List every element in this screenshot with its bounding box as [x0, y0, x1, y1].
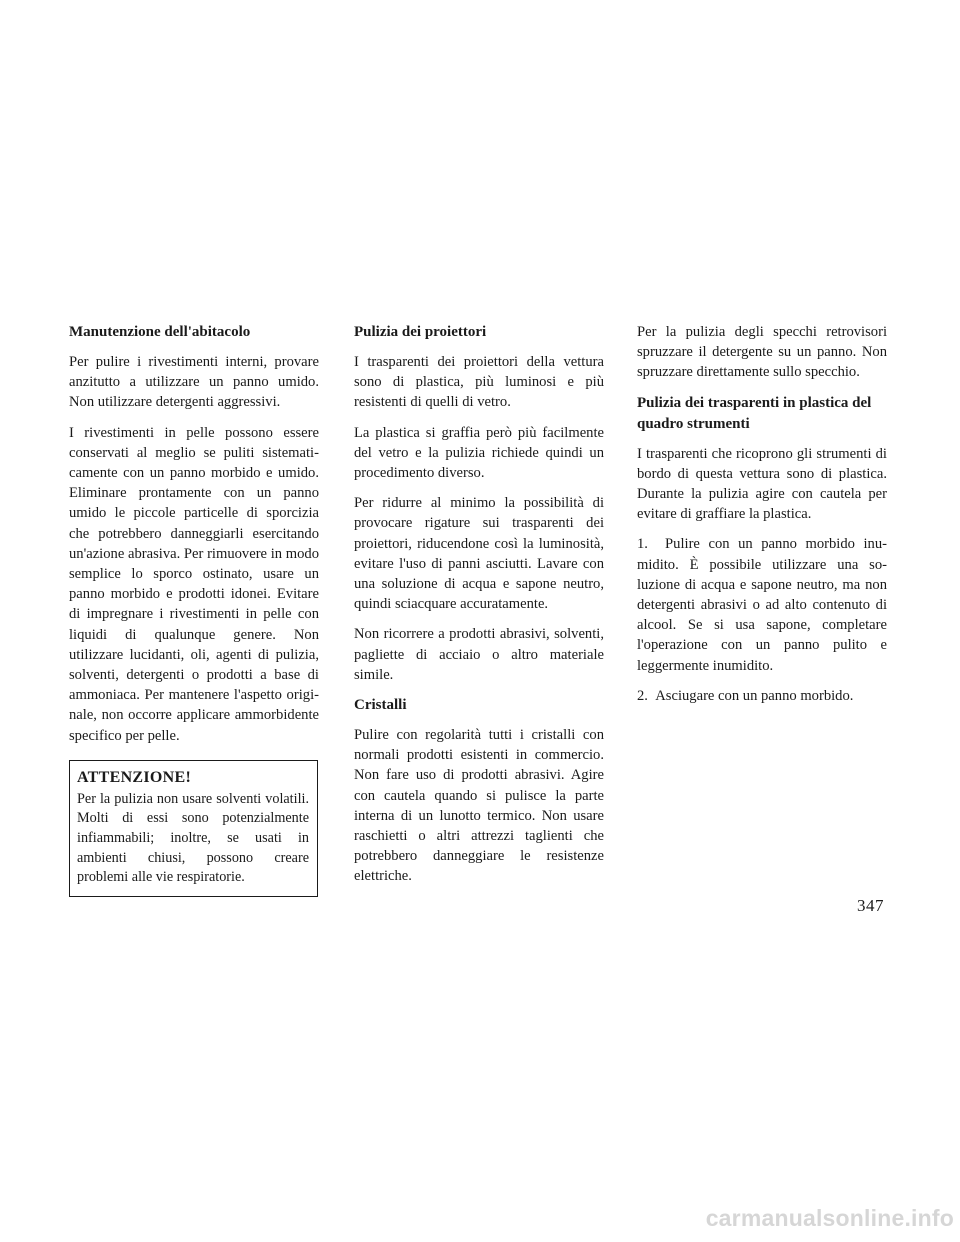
page-number: 347 — [857, 896, 884, 915]
paragraph: Per la pulizia degli specchi retrovisori spruzzare il detergente su un panno. Non spruzzare direttamente sullo specchio. — [637, 324, 887, 381]
paragraph: La plastica si graffia però più facilmente del vetro e la pulizia richiede quindi un procedimento diverso. — [354, 424, 604, 482]
section-heading-instrument-lenses: Pulizia dei trasparenti in plastica del quadro strumenti — [637, 394, 872, 432]
list-item-step-2: 2. Asciugare con un panno morbido. — [637, 687, 854, 704]
section-heading-headlamps: Pulizia dei proiettori — [354, 324, 487, 340]
paragraph: I trasparenti dei proiettori della vettura sono di plastica, più luminosi e più resistenti di quelli di vetro. — [354, 354, 604, 411]
paragraph: Pulire con regolarità tutti i cristalli con normali prodotti esistenti in commercio. Non fare uso di prodotti abrasivi. Agire con cautela quando si pulisce la parte interna di un lunotto termico. Non usare raschietti o altri attrezzi taglienti che potrebbero danneggiare le resistenze elettriche. — [354, 727, 604, 885]
paragraph: I trasparenti che ricoprono gli strumenti di bordo di questa vettura sono di plastica. Durante la pulizia agire con cautela per evitare di graffiare la plastica. — [637, 445, 887, 523]
watermark: carmanualsonline.info — [705, 1205, 954, 1231]
warning-title: ATTENZIONE! — [77, 768, 192, 786]
section-heading-glass: Cristalli — [354, 697, 407, 714]
list-item-step-1: 1. Pulire con un panno morbido inumidito. È possibile utilizzare una soluzione di acqua e sapone neutro, ma non detergenti abrasivi o ad alto contenuto di alcool. Se si usa sapone, completare l'operazione con un panno pulito e leggermente inumidito. — [637, 536, 887, 674]
section-heading-interior: Manutenzione dell'abitacolo — [69, 324, 251, 340]
column-middle — [354, 322, 604, 897]
paragraph: Per pulire i rivestimenti interni, provare anzitutto a utilizzare un panno umido. Non utilizzare detergenti aggressivi. — [69, 354, 319, 411]
paragraph: Per ridurre al minimo la possibilità di provocare rigature sui trasparenti dei proiettori, riducendone così la luminosità, evitare l'uso di panni asciutti. Lavare con una soluzione di acqua e sapone neutro, quindi sciacquare accuratamente. — [354, 495, 604, 613]
paragraph: I rivestimenti in pelle possono essere conservati al meglio se puliti sistematicamente con un panno morbido e umido. Eliminare prontamente con un panno umido le piccole particelle di sporcizia che potrebbero danneggiarli esercitando un'azione abrasiva. Per rimuovere in modo semplice lo sporco ostinato, usare un panno morbido e prodotti idonei. Evitare di impregnare i rivestimenti in pelle con liquidi di qualunque genere. Non utilizzare lucidanti, oli, agenti di pulizia, solventi, detergenti o prodotti a base di ammoniaca. Per mantenere l'aspetto originale, non occorre applicare ammorbidente specifico per pelle. — [69, 424, 319, 744]
paragraph: Non ricorrere a prodotti abrasivi, solventi, pagliette di acciaio o altro materiale simile. — [354, 626, 604, 683]
warning-text: Per la pulizia non usare solventi volatili. Molti di essi sono potenzialmente infiammabili; inoltre, se usati in ambienti chiusi, possono creare problemi alle vie respiratorie. — [77, 790, 309, 886]
column-right — [637, 322, 887, 716]
warning-box — [69, 760, 318, 897]
column-left — [69, 322, 319, 897]
